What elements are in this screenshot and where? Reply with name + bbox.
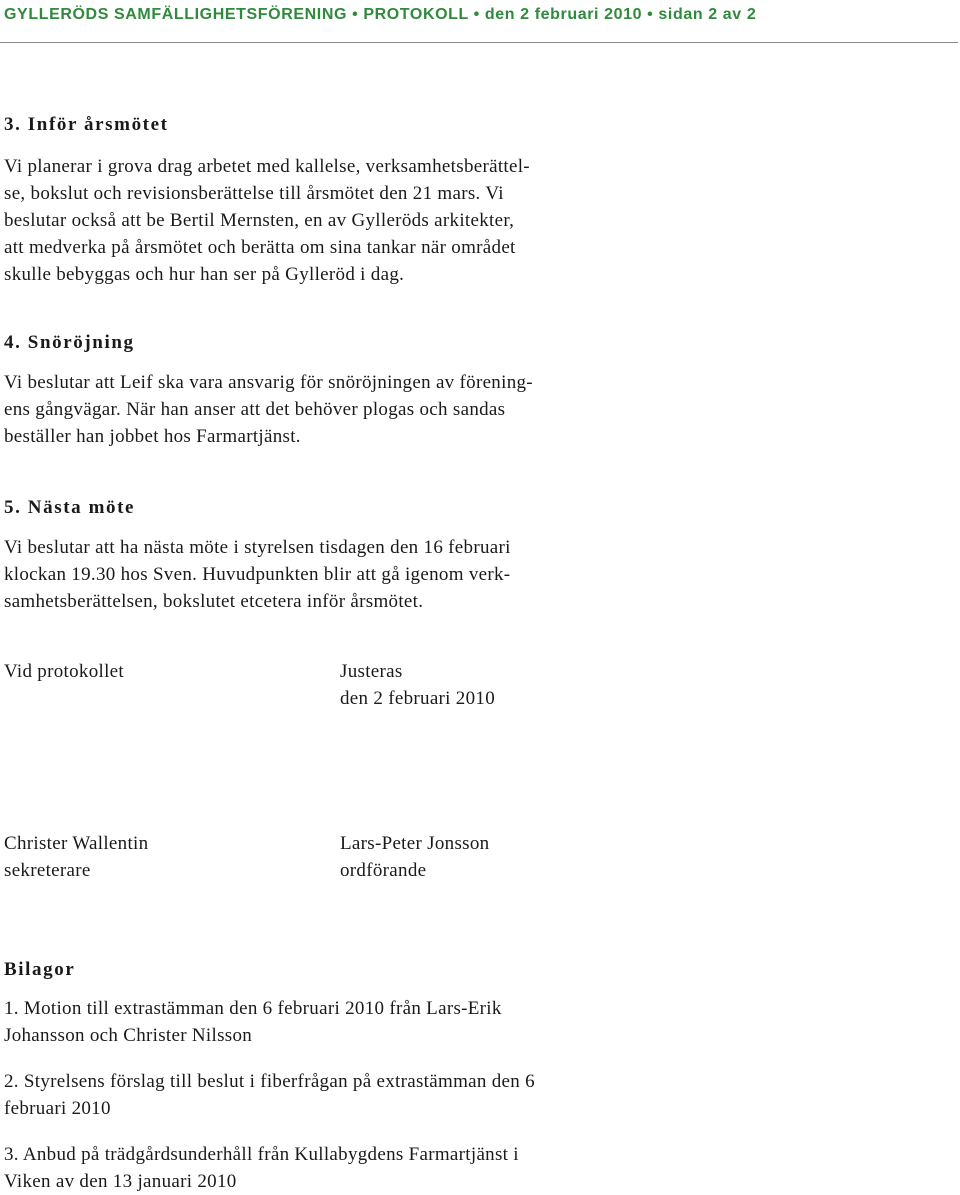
section-body (4, 369, 944, 450)
signatory-name-left: Christer Wallentin (4, 833, 149, 854)
text-line: klockan 19.30 hos Sven. Huvudpunkten blir att gå igenom verk- (4, 564, 511, 585)
attachment-item (4, 1068, 944, 1122)
section-body (4, 534, 944, 615)
text-line: Viken av den 13 januari 2010 (4, 1171, 237, 1192)
signatory-role-right: ordförande (340, 860, 427, 881)
header-divider (0, 42, 958, 43)
section-body (4, 153, 944, 288)
signature-right-label: Justeras (340, 661, 403, 682)
text-line: ens gångvägar. När han anser att det behöver plogas och sandas (4, 399, 506, 420)
text-line: skulle bebyggas och hur han ser på Gylleröd i dag. (4, 264, 405, 285)
signature-left-label: Vid protokollet (4, 661, 124, 682)
text-line: Johansson och Christer Nilsson (4, 1025, 253, 1046)
text-line: Vi beslutar att Leif ska vara ansvarig för snöröjningen av förening- (4, 372, 533, 393)
text-line: Vi beslutar att ha nästa möte i styrelsen tisdagen den 16 februari (4, 537, 511, 558)
page-header: GYLLERÖDS SAMFÄLLIGHETSFÖRENING • PROTOKOLL • den 2 februari 2010 • sidan 2 av 2 (4, 6, 757, 23)
section-heading: 3. Inför årsmötet (4, 114, 169, 135)
signatory-role-left: sekreterare (4, 860, 91, 881)
text-line: 2. Styrelsens förslag till beslut i fiberfrågan på extrastämman den 6 (4, 1071, 535, 1092)
text-line: Vi planerar i grova drag arbetet med kallelse, verksamhetsberättel- (4, 156, 530, 177)
section-heading: 5. Nästa möte (4, 497, 136, 518)
attachments-heading: Bilagor (4, 959, 76, 980)
signature-date: den 2 februari 2010 (340, 688, 496, 709)
text-line: se, bokslut och revisionsberättelse till årsmötet den 21 mars. Vi (4, 183, 504, 204)
text-line: samhetsberättelsen, bokslutet etcetera inför årsmötet. (4, 591, 424, 612)
text-line: att medverka på årsmötet och berätta om sina tankar när området (4, 237, 516, 258)
attachment-item (4, 995, 944, 1049)
text-line: 1. Motion till extrastämman den 6 februari 2010 från Lars-Erik (4, 998, 502, 1019)
text-line: 3. Anbud på trädgårdsunderhåll från Kullabygdens Farmartjänst i (4, 1144, 519, 1165)
attachment-item (4, 1141, 944, 1195)
section-heading: 4. Snöröjning (4, 332, 135, 353)
text-line: beställer han jobbet hos Farmartjänst. (4, 426, 301, 447)
text-line: februari 2010 (4, 1098, 111, 1119)
signatory-name-right: Lars-Peter Jonsson (340, 833, 490, 854)
text-line: beslutar också att be Bertil Mernsten, en av Gylleröds arkitekter, (4, 210, 515, 231)
